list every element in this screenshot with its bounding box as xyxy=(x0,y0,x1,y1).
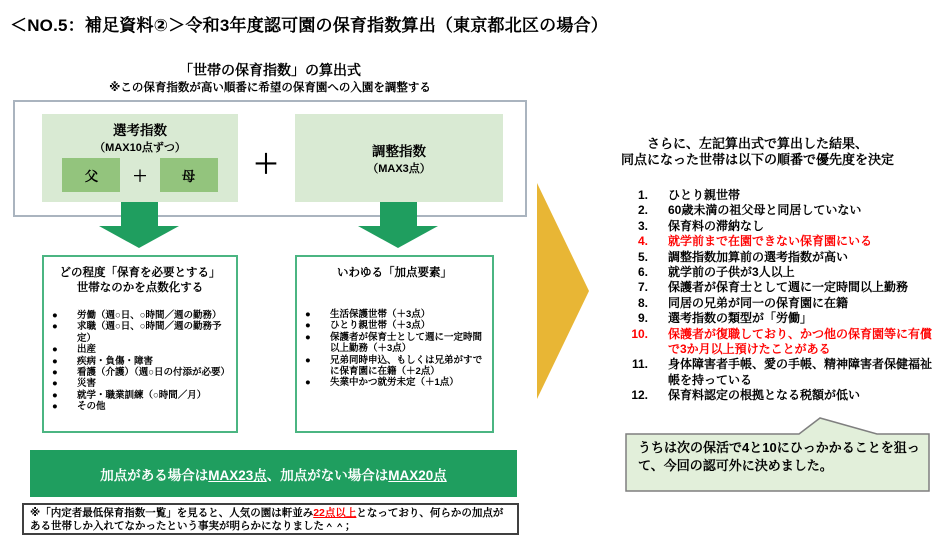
priority-item: 7. 保護者が保育士として週に一定時間以上勤務 xyxy=(637,280,909,295)
list-item: ● その他 xyxy=(52,401,106,413)
list-item: ● 求職（週○日、○時間／週の勤務予定） xyxy=(52,321,222,344)
mother-box: 母 xyxy=(160,158,218,192)
list-item: ● 看護（介護）（週○日の付添が必要） xyxy=(52,367,230,379)
priority-item: 2. 60歳未満の祖父母と同居していない xyxy=(637,203,862,218)
selection-detail-title: どの程度「保育を必要とする」 世帯なのかを点数化する xyxy=(59,267,221,294)
page-title: ＜NO.5：補足資料②＞令和3年度認可園の保育指数算出（東京都北区の場合） xyxy=(10,16,608,35)
right-arrow-shape xyxy=(535,183,591,399)
priority-item: 4. 就学前まで在園できない保育園にいる xyxy=(637,234,873,249)
priority-item: 6. 就学前の子供が3人以上 xyxy=(637,265,795,280)
selection-detail-list xyxy=(44,310,236,413)
adjustment-detail-title: いわゆる「加点要素」 xyxy=(337,267,452,279)
list-item: ● 保護者が保育士として週に一定時間以上勤務（＋3点） xyxy=(305,331,483,355)
list-item: ● 出産 xyxy=(52,344,97,356)
max-points-banner: 加点がある場合は MAX23点 、加点がない場合は MAX20点 xyxy=(30,450,517,497)
speech-callout-text: うちは次の保活で4と10にひっかかることを狙って、今回の認可外に決めました。 xyxy=(638,440,920,473)
adjustment-detail-box xyxy=(295,255,494,433)
plus-sign-large: ＋ xyxy=(252,149,279,179)
priority-item: 11. 身体障害者手帳、愛の手帳、精神障害者保健福祉帳を持っている xyxy=(631,357,933,387)
down-arrow-adjustment xyxy=(358,202,438,248)
adjustment-index-box xyxy=(295,114,503,202)
list-item: ● 生活保護世帯（＋3点） xyxy=(305,309,431,320)
adjustment-index-max: （MAX3点） xyxy=(367,163,431,175)
list-item: ● 兄弟同時申込、もしくは兄弟がすでに保育園に在籍（＋2点） xyxy=(305,354,483,378)
priority-item: 1. ひとり親世帯 xyxy=(637,188,741,202)
adjustment-detail-list xyxy=(297,309,492,389)
priority-item: 9. 選考指数の類型が「労働」 xyxy=(637,311,813,326)
formula-heading: 「世帯の保育指数」の算出式 xyxy=(179,62,361,78)
plus-sign-small: ＋ xyxy=(132,167,148,185)
father-box: 父 xyxy=(62,158,120,192)
priority-item: 10. 保護者が復職しており、かつ他の保育園等に有償で3か月以上預けたことがある xyxy=(631,326,933,357)
down-arrow-selection xyxy=(99,202,179,248)
list-item: ● 疾病・負傷・障害 xyxy=(52,355,154,367)
speech-callout xyxy=(625,415,931,493)
list-item: ● 失業中かつ就労未定（＋1点） xyxy=(305,377,459,389)
selection-detail-box xyxy=(42,255,238,433)
parents-row xyxy=(42,158,238,192)
priority-item: 12. 保育料認定の根拠となる税額が低い xyxy=(631,388,861,403)
priority-heading: さらに、左記算出式で算出した結果、 同点になった世帯は以下の順番で優先度を決定 xyxy=(620,136,894,167)
selection-index-title: 選考指数 xyxy=(113,123,167,138)
selection-index-max: （MAX10点ずつ） xyxy=(94,142,186,154)
list-item: ● 災害 xyxy=(52,378,97,390)
selection-index-box xyxy=(42,114,238,202)
formula-note: ※この保育指数が高い順番に希望の保育園への入園を調整する xyxy=(109,82,431,94)
priority-item: 8. 同居の兄弟が同一の保育園に在籍 xyxy=(637,295,849,310)
adjustment-index-title: 調整指数 xyxy=(372,144,426,159)
list-item: ● 労働（週○日、○時間／週の勤務） xyxy=(52,310,222,321)
list-item: ● ひとり親世帯（＋3点） xyxy=(305,320,431,332)
priority-item: 5. 調整指数加算前の選考指数が高い xyxy=(637,249,849,264)
footnote-box: ※「内定者最低保育指数一覧」を見ると、人気の園は軒並み22点以上となっており、何らかの加点がある世帯しか入れてなかったという事実が明らかになりました＾＾； xyxy=(22,503,519,535)
list-item: ● 就学・職業訓練（○時間／月） xyxy=(52,389,207,401)
priority-list xyxy=(620,188,940,404)
priority-item: 3. 保育料の滞納なし xyxy=(637,218,765,233)
